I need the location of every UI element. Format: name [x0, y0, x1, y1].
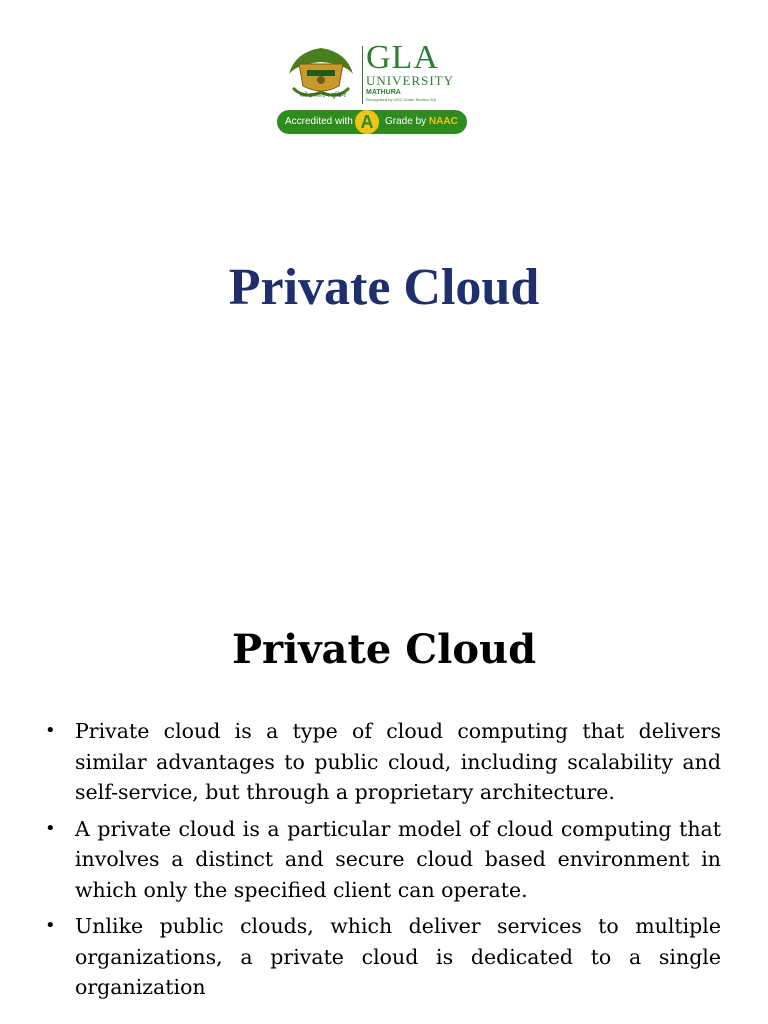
- bullet-icon: •: [45, 720, 56, 741]
- accreditation-badge: [277, 110, 467, 134]
- bullet-icon: •: [45, 915, 56, 936]
- logo-motto: सर्वे इज्जलाम सुखिनः: [299, 92, 347, 99]
- logo-divider: [362, 46, 363, 104]
- slide-content: [0, 512, 768, 1024]
- bullet-text: Private cloud is a type of cloud computing that delivers similar advantages to public cloud, including scalability and self-service, but through a proprietary architecture.: [75, 719, 721, 804]
- content-heading: Private Cloud: [231, 626, 537, 673]
- university-logo: [277, 40, 467, 136]
- bullet-list: [45, 716, 721, 1009]
- logo-name: GLA: [366, 39, 439, 76]
- logo-university: UNIVERSITY: [366, 73, 454, 88]
- accreditation-prefix: Accredited with: [285, 116, 353, 127]
- accreditor-name: NAAC: [428, 116, 458, 127]
- slide-title-heading: Private Cloud: [228, 259, 540, 316]
- list-item: [45, 814, 721, 906]
- bullet-text: A private cloud is a particular model of cloud computing that involves a distinct and secure cloud based environment in which only the specified client can operate.: [75, 816, 721, 902]
- accreditation-suffix-wrap: [385, 116, 458, 127]
- bullet-text: Unlike public clouds, which deliver services to multiple organizations, a private cloud is dedicated to a single organization: [75, 914, 721, 999]
- accreditation-suffix: Grade by: [385, 116, 427, 127]
- list-item: [45, 911, 721, 1003]
- list-item: [45, 716, 721, 808]
- logo-city: MATHURA: [366, 89, 401, 96]
- accreditation-grade: A: [355, 110, 379, 134]
- bullet-icon: •: [45, 817, 56, 839]
- logo-recognition: Recognised by UGC Under Section 2(f): [366, 97, 437, 102]
